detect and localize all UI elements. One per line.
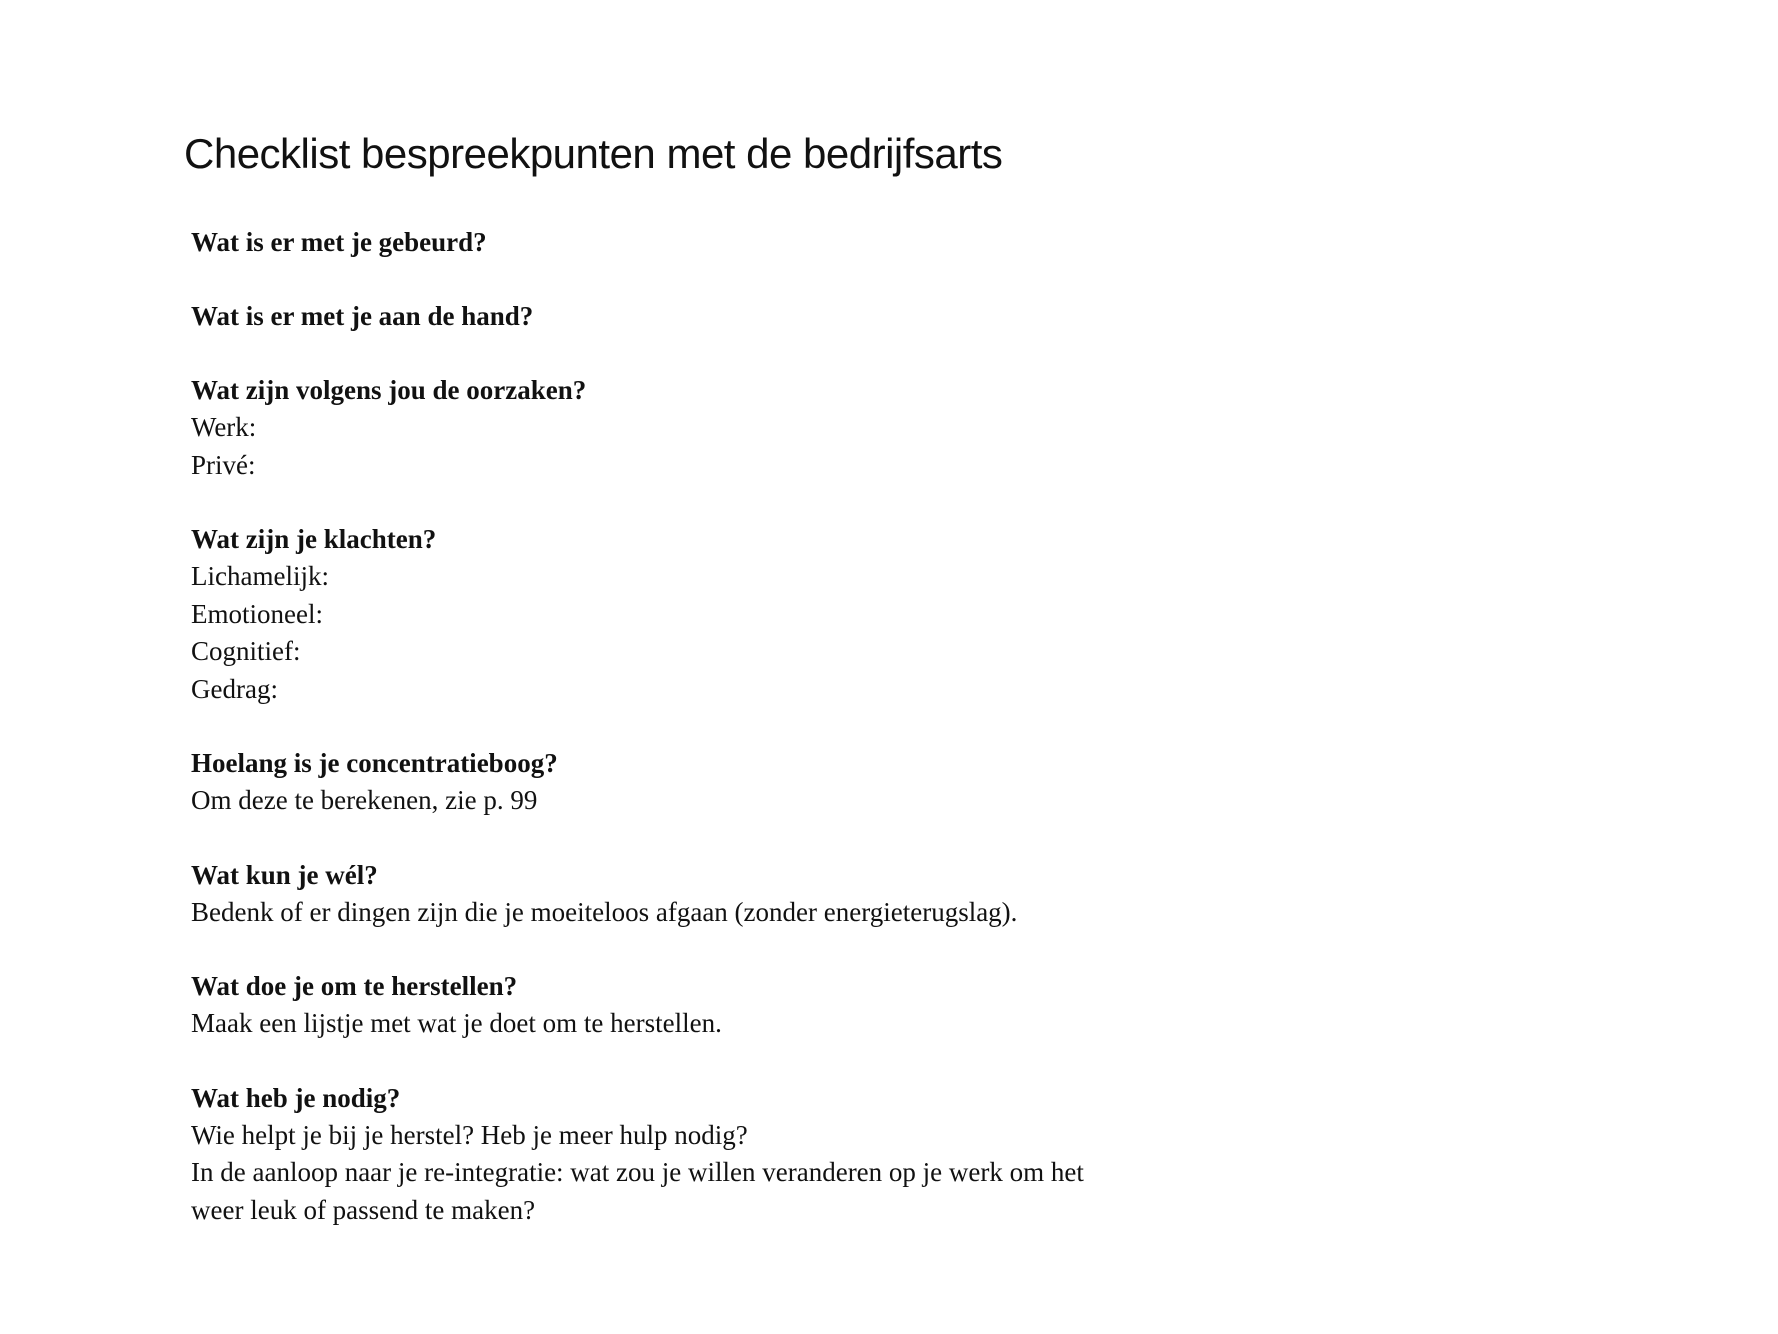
section-line: Emotioneel: [191, 598, 323, 629]
section-line: Maak een lijstje met wat je doet om te herstellen. [191, 1008, 722, 1038]
section-line: In de aanloop naar je re-integratie: wat zou je willen veranderen op je werk om het [191, 1157, 1084, 1187]
section-heading: Wat zijn volgens jou de oorzaken? [191, 375, 587, 405]
section-what-can-you-do [191, 857, 1186, 932]
section-heading: Hoelang is je concentratieboog? [191, 748, 558, 778]
section-recovery [191, 968, 1186, 1043]
section-concentration [191, 745, 1186, 820]
section-complaints [191, 521, 1186, 708]
section-heading: Wat heb je nodig? [191, 1082, 401, 1113]
section-needs [191, 1080, 1186, 1230]
section-line: Gedrag: [191, 673, 278, 704]
section-line: Wie helpt je bij je herstel? Heb je meer hulp nodig? [191, 1119, 748, 1150]
section-what-happened [191, 224, 1186, 261]
section-causes [191, 372, 1186, 484]
section-line: weer leuk of passend te maken? [191, 1194, 536, 1225]
section-heading: Wat is er met je gebeurd? [191, 227, 487, 257]
section-heading: Wat zijn je klachten? [191, 524, 437, 554]
section-heading: Wat doe je om te herstellen? [191, 971, 518, 1001]
page-title: Checklist bespreekpunten met de bedrijfsarts [184, 130, 1003, 177]
section-line: Lichamelijk: [191, 561, 329, 591]
section-line: Om deze te berekenen, zie p. 99 [191, 785, 538, 815]
section-heading: Wat kun je wél? [191, 859, 378, 890]
section-line: Cognitief: [191, 636, 301, 666]
section-line: Privé: [191, 449, 256, 480]
section-line: Bedenk of er dingen zijn die je moeiteloos afgaan (zonder energieterugslag). [191, 896, 1018, 927]
section-line: Werk: [191, 412, 257, 442]
section-heading: Wat is er met je aan de hand? [191, 301, 534, 331]
document-page [186, 128, 1186, 1266]
section-whats-wrong [191, 298, 1186, 335]
